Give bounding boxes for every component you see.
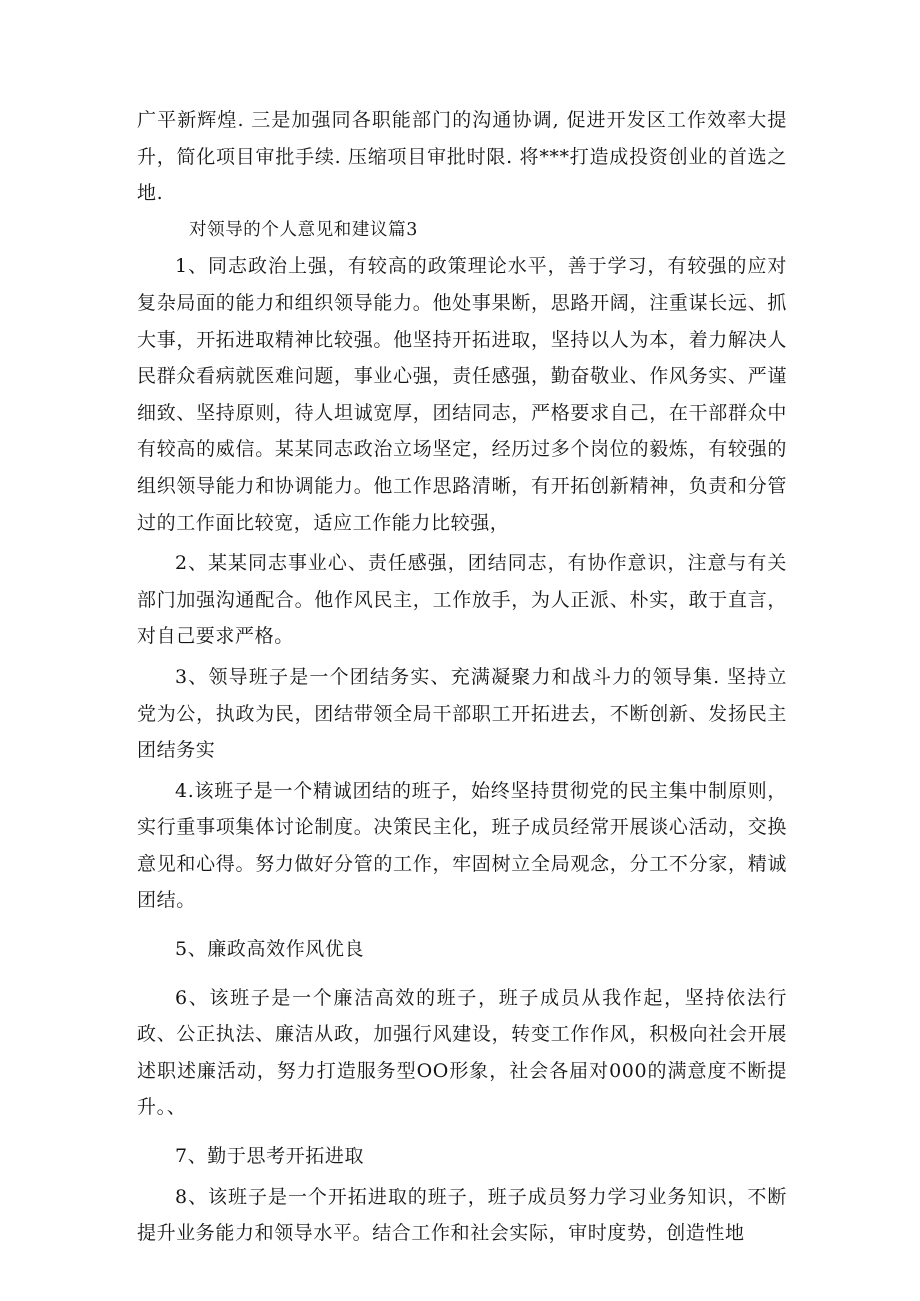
paragraph-item-3: 3、领导班子是一个团结务实、充满凝聚力和战斗力的领导集. 坚持立党为公，执政为民，团结带领全局干部职工开拓进去，不断创新、发扬民主团结务实 [137, 665, 787, 762]
paragraph-item-7: 7、勤于思考开拓进取 [175, 1145, 365, 1168]
paragraph-continuation: 广平新辉煌. 三是加强同各职能部门的沟通协调, 促进开发区工作效率大提升，简化项目审批手续. 压缩项目审批时限. 将***打造成投资创业的首选之地. [137, 109, 787, 205]
paragraph-item-1: 1、同志政治上强，有较高的政策理论水平，善于学习，有较强的应对复杂局面的能力和组织领导能力。他处事果断，思路开阔，注重谋长远、抓大事，开拓进取精神比较强。他坚持开拓进取，坚持以人为本，着力解决人民群众看病就医难问题，事业心强，责任感强，勤奋敬业、作风务实、严谨细致、坚持原则，待人坦诚宽厚，团结同志，严格要求自己，在干部群众中有较高的威信。某某同志政治立场坚定，经历过多个岗位的毅炼，有较强的组织领导能力和协调能力。他工作思路清晰，有开拓创新精神，负责和分管过的工作面比较宽，适应工作能力比较强， [137, 255, 787, 534]
paragraph-item-2: 2、某某同志事业心、责任感强，团结同志，有协作意识，注意与有关部门加强沟通配合。他作风民主，工作放手，为人正派、朴实，敢于直言，对自己要求严格。 [137, 552, 787, 648]
section-heading: 对领导的个人意见和建议篇3 [189, 219, 418, 240]
document-body [137, 102, 787, 1252]
paragraph-item-6: 6、该班子是一个廉洁高效的班子，班子成员从我作起，坚持依法行政、公正执法、廉洁从政，加强行风建设，转变工作作风，积极向社会开展述职述廉活动，努力打造服务型OO形象，社会各届对000的满意度不断提升。、 [137, 986, 787, 1119]
paragraph-item-8: 8、该班子是一个开拓进取的班子，班子成员努力学习业务知识，不断提升业务能力和领导水平。结合工作和社会实际，审时度势，创造性地 [137, 1185, 787, 1245]
paragraph-item-4: 4.该班子是一个精诚团结的班子，始终坚持贯彻党的民主集中制原则，实行重事项集体讨论制度。决策民主化，班子成员经常开展谈心活动，交换意见和心得。努力做好分管的工作，牢固树立全局观念，分工不分家，精诚团结。 [137, 779, 787, 912]
paragraph-item-5: 5、廉政高效作风优良 [175, 938, 365, 961]
